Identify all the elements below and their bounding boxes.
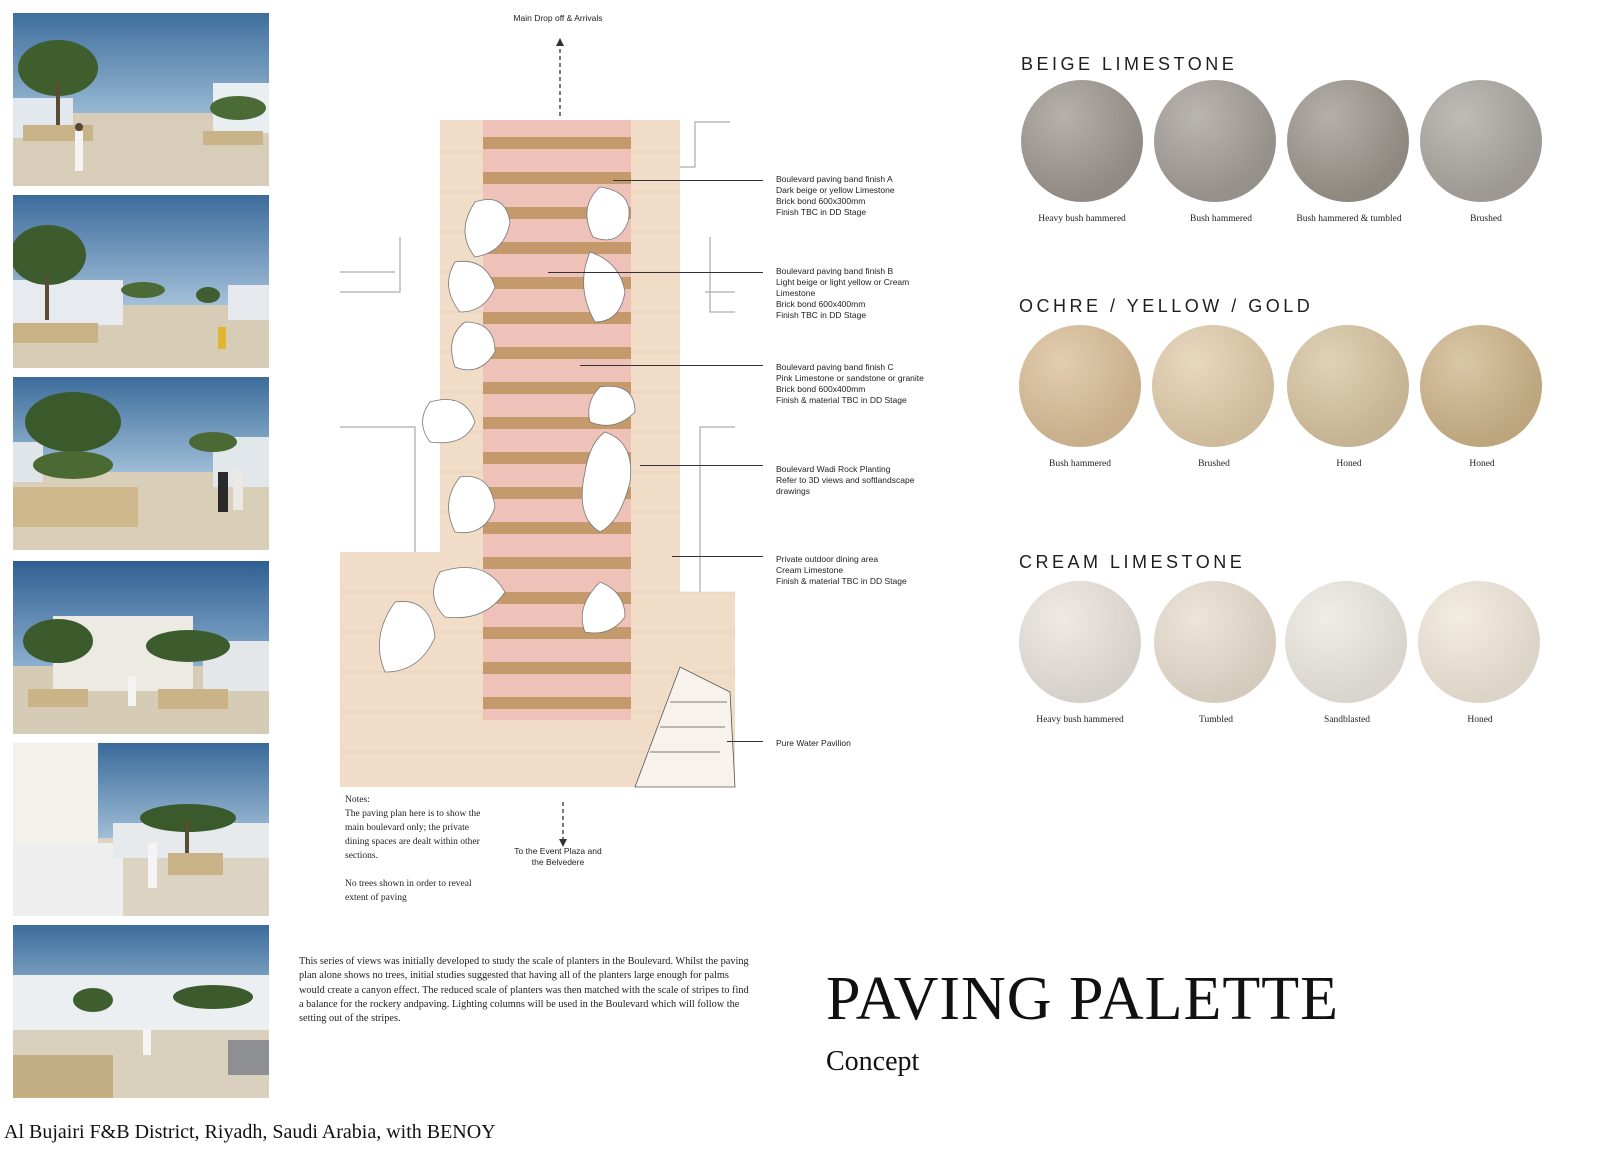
callout-band-finish-b: [776, 266, 956, 321]
boulevard-render-4: [13, 561, 269, 734]
callout-line: Refer to 3D views and softlandscape: [776, 475, 915, 485]
boulevard-render-2: [13, 195, 269, 368]
callout-line: Boulevard paving band finish A: [776, 174, 893, 184]
boulevard-render-6: [13, 925, 269, 1098]
swatch-label: Sandblasted: [1324, 715, 1370, 725]
callout-line: Finish & material TBC in DD Stage: [776, 395, 907, 405]
swatch-beige-brushed: [1420, 80, 1542, 202]
callout-line: Brick bond 600x400mm: [776, 384, 866, 394]
callout-band-finish-a: [776, 174, 956, 218]
description-text: This series of views was initially developed to study the scale of planters in the Boulevard. Whilst the paving plan alone shows no trees, initial studies suggested that having all of the planters large enough for palms would create a canyon effect. The reduced scale of planters was then matched with the scale of stripes to find a balance for the rockery andpaving. Lighting columns will be used in the Boulevard which will follow the setting out of the stripes.: [299, 956, 749, 1025]
callout-line: Pink Limestone or sandstone or granite: [776, 373, 924, 383]
page-subtitle: Concept: [826, 1046, 920, 1077]
callout-band-finish-c: [776, 362, 956, 406]
callout-line: Finish & material TBC in DD Stage: [776, 576, 907, 586]
swatch-label: Heavy bush hammered: [1036, 715, 1124, 725]
plan-top-label: Main Drop off & Arrivals: [513, 13, 603, 23]
swatch-label: Bush hammered: [1189, 214, 1252, 224]
swatch-ochre-bush-hammered: [1019, 325, 1141, 447]
swatch-ochre-brushed: [1152, 325, 1274, 447]
notes-paragraph-1: The paving plan here is to show the main boulevard only; the private dining spaces are dealt within other sections.: [345, 809, 481, 861]
callout-line: Dark beige or yellow Limestone: [776, 185, 895, 195]
callout-wadi-rock-planting: [776, 464, 956, 497]
swatch-cream-sandblasted: [1285, 581, 1407, 703]
swatch-label: Honed: [1336, 459, 1362, 469]
section-title-cream: CREAM LIMESTONE: [1019, 552, 1246, 572]
callout-line: Limestone: [776, 288, 816, 298]
leader-line-5: [672, 556, 763, 557]
callout-line: Brick bond 600x400mm: [776, 299, 866, 309]
callout-private-dining: [776, 554, 956, 587]
callout-line: Finish TBC in DD Stage: [776, 207, 867, 217]
swatch-label: Honed: [1469, 459, 1495, 469]
swatch-label: Honed: [1467, 715, 1493, 725]
callout-line: Boulevard paving band finish C: [776, 362, 894, 372]
callout-line: Private outdoor dining area: [776, 554, 879, 564]
swatch-label: Heavy bush hammered: [1038, 214, 1126, 224]
swatch-label: Tumbled: [1199, 715, 1233, 725]
callout-line: Boulevard paving band finish B: [776, 266, 894, 276]
callout-line: Finish TBC in DD Stage: [776, 310, 867, 320]
boulevard-render-3: [13, 377, 269, 550]
notes-heading: Notes:: [345, 795, 370, 805]
page-title: PAVING PALETTE: [826, 965, 1339, 1033]
notes-paragraph-2: No trees shown in order to reveal extent of paving: [345, 879, 472, 903]
boulevard-render-5: [13, 743, 269, 916]
swatch-label: Brushed: [1198, 459, 1230, 469]
leader-line-2: [548, 272, 763, 273]
swatch-label: Bush hammered & tumbled: [1296, 214, 1402, 224]
plan-bottom-label: To the Event Plaza and the Belvedere: [514, 846, 602, 867]
boulevard-render-1: [13, 13, 269, 186]
leader-line-6: [727, 741, 763, 742]
swatch-cream-tumbled: [1154, 581, 1276, 703]
swatch-beige-bush-hammered: [1154, 80, 1276, 202]
callout-line: Cream Limestone: [776, 565, 844, 575]
section-title-beige: BEIGE LIMESTONE: [1021, 54, 1238, 74]
swatch-cream-honed: [1418, 581, 1540, 703]
swatch-beige-heavy-bush-hammered: [1021, 80, 1143, 202]
leader-line-3: [580, 365, 763, 366]
leader-line-4: [640, 465, 763, 466]
callout-line: Light beige or light yellow or Cream: [776, 277, 910, 287]
callout-line: Brick bond 600x300mm: [776, 196, 866, 206]
swatch-label: Brushed: [1470, 214, 1502, 224]
swatch-beige-bush-hammered-tumbled: [1287, 80, 1409, 202]
callout-line: drawings: [776, 486, 811, 496]
swatch-ochre-honed-1: [1287, 325, 1409, 447]
swatch-cream-heavy-bush-hammered: [1019, 581, 1141, 703]
project-caption: Al Bujairi F&B District, Riyadh, Saudi Arabia, with BENOY: [4, 1121, 496, 1143]
swatch-label: Bush hammered: [1048, 459, 1111, 469]
callout-line: Boulevard Wadi Rock Planting: [776, 464, 891, 474]
paving-plan-drawing: [335, 32, 755, 862]
leader-line-1: [613, 180, 763, 181]
swatch-ochre-honed-2: [1420, 325, 1542, 447]
callout-line: Pure Water Pavilion: [776, 738, 851, 748]
callout-water-pavilion: [776, 738, 956, 749]
section-title-ochre: OCHRE / YELLOW / GOLD: [1019, 296, 1314, 316]
plan-notes: [345, 793, 495, 905]
